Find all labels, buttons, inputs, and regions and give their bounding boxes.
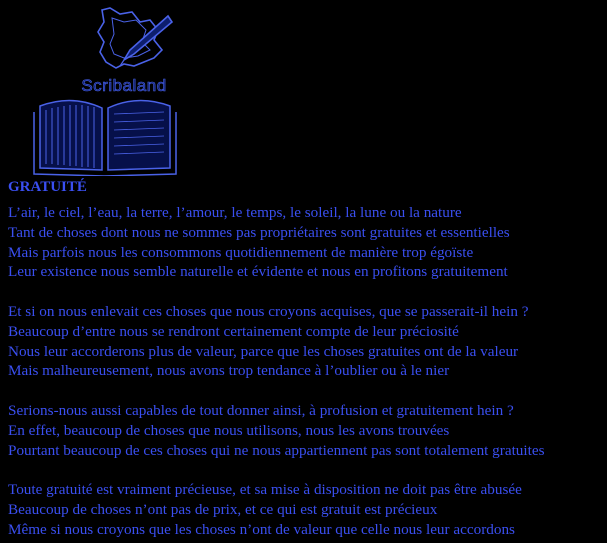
poem-line: Tant de choses dont nous ne sommes pas propriétaires sont gratuites et essentielles <box>8 223 510 241</box>
poem-line: Serions-nous aussi capables de tout donner ainsi, à profusion et gratuitement hein ? <box>8 401 514 419</box>
poem-line: Nous leur accorderons plus de valeur, parce que les choses gratuites ont de la valeur <box>8 342 519 360</box>
stanza-3 <box>8 401 607 460</box>
poem-line: Mais parfois nous les consommons quotidiennement de manière trop égoïste <box>8 243 474 261</box>
stanza-1 <box>8 203 607 282</box>
poem-line: Même si nous croyons que les choses n’ont de valeur que celle nous leur accordons <box>8 520 515 538</box>
poem-line: Toute gratuité est vraiment précieuse, et sa mise à disposition ne doit pas être abusée <box>8 481 522 499</box>
poem-line: Leur existence nous semble naturelle et évidente et nous en profitons gratuitement <box>8 263 508 281</box>
poem-line: Beaucoup d’entre nous se rendront certainement compte de leur préciosité <box>8 322 459 340</box>
poem-title: GRATUITÉ <box>8 179 87 195</box>
poem-line: Beaucoup de choses n’ont pas de prix, et ce qui est gratuit est précieux <box>8 500 438 518</box>
poem-line: En effet, beaucoup de choses que nous utilisons, nous les avons trouvées <box>8 421 450 439</box>
poem-line: Et si on nous enlevait ces choses que nous croyons acquises, que se passerait-il hein ? <box>8 302 529 320</box>
logo-text: Scribaland <box>81 76 167 95</box>
stanza-2 <box>8 302 607 381</box>
stanza-4 <box>8 480 607 539</box>
poem-line: L’air, le ciel, l’eau, la terre, l’amour, le temps, le soleil, la lune ou la nature <box>8 204 462 221</box>
scribaland-logo[interactable] <box>20 4 190 176</box>
poem-line: Pourtant beaucoup de ces choses qui ne nous appartiennent pas sont totalement gratuites <box>8 441 545 459</box>
poem <box>8 178 607 540</box>
poem-line: Mais malheureusement, nous avons trop tendance à l’oublier ou à le nier <box>8 362 450 380</box>
